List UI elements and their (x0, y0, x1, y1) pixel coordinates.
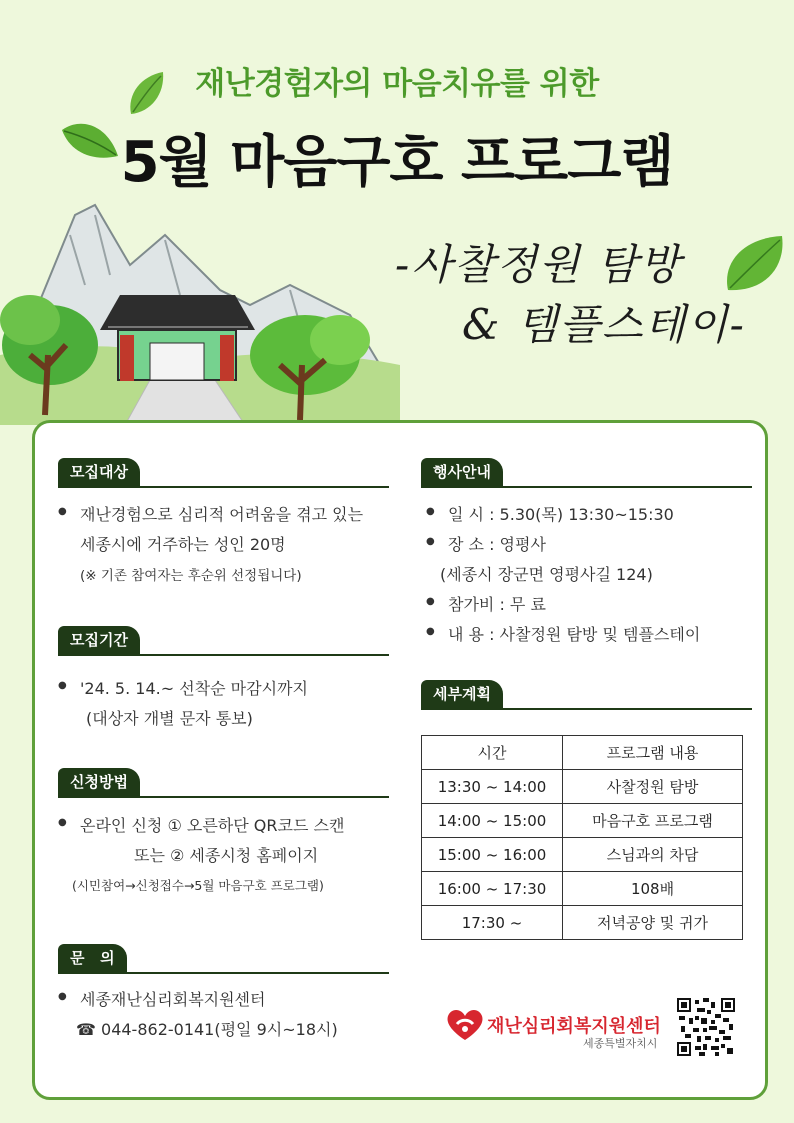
event-content: ● 내 용 : 사찰정원 탐방 및 템플스테이 (448, 622, 700, 645)
leaf-icon (722, 232, 788, 296)
section-divider (58, 486, 389, 488)
heart-logo-icon (446, 1008, 484, 1042)
section-heading: 모집기간 (58, 626, 140, 654)
schedule-table (421, 735, 743, 940)
apply-method-line1: ● 온라인 신청 ① 오른하단 QR코드 스캔 (80, 813, 344, 836)
time-cell: 15:00 ~ 16:00 (422, 838, 563, 872)
time-cell: 16:00 ~ 17:30 (422, 872, 563, 906)
qr-code[interactable] (677, 998, 735, 1056)
column-header: 시간 (422, 736, 563, 770)
program-cell: 저녁공양 및 귀가 (563, 906, 743, 940)
table-row (422, 872, 743, 906)
recruit-target-line1: ● 재난경험으로 심리적 어려움을 겪고 있는 (80, 502, 363, 525)
contact-phone: ☎ 044-862-0141(평일 9시~18시) (76, 1020, 338, 1039)
time-cell: 14:00 ~ 15:00 (422, 804, 563, 838)
recruit-target-note: (※ 기존 참여자는 후순위 선정됩니다) (80, 568, 302, 584)
section-recruit-period (58, 626, 389, 656)
temple-mountain-illustration (0, 195, 400, 425)
program-cell: 스님과의 차담 (563, 838, 743, 872)
time-cell: 17:30 ~ (422, 906, 563, 940)
program-cell: 108배 (563, 872, 743, 906)
section-heading: 문 의 (58, 944, 127, 972)
program-theme-line1: -사찰정원 탐방 (395, 240, 682, 289)
section-event-info (421, 458, 752, 488)
section-divider (58, 654, 389, 656)
recruit-period-line2: (대상자 개별 문자 통보) (86, 709, 253, 728)
section-divider (58, 972, 389, 974)
org-logo-name: 재난심리회복지원센터 (487, 1016, 661, 1037)
section-recruit-target (58, 458, 389, 488)
recruit-period-line1: ● '24. 5. 14.~ 선착순 마감시까지 (80, 676, 308, 699)
org-logo-sub: 세종특별자치시 (583, 1037, 658, 1050)
table-row (422, 838, 743, 872)
event-fee: ● 참가비 : 무 료 (448, 592, 546, 615)
subtitle: 재난경험자의 마음치유를 위한 (195, 66, 599, 102)
table-row (422, 906, 743, 940)
table-row (422, 770, 743, 804)
table-header-row (422, 736, 743, 770)
section-detail-plan (421, 680, 752, 710)
time-cell: 13:30 ~ 14:00 (422, 770, 563, 804)
section-heading: 세부계획 (421, 680, 503, 708)
section-divider (58, 796, 389, 798)
apply-method-line2: 또는 ② 세종시청 홈페이지 (134, 846, 319, 865)
program-cell: 마음구호 프로그램 (563, 804, 743, 838)
section-heading: 신청방법 (58, 768, 140, 796)
column-header: 프로그램 내용 (563, 736, 743, 770)
section-heading: 모집대상 (58, 458, 140, 486)
apply-method-note: (시민참여→신청접수→5월 마음구호 프로그램) (72, 878, 324, 893)
contact-org: ● 세종재난심리회복지원센터 (80, 987, 265, 1010)
program-theme-line2: & 템플스테이- (462, 300, 746, 349)
section-contact (58, 944, 389, 974)
section-divider (421, 486, 752, 488)
event-place: ● 장 소 : 영평사 (448, 532, 546, 555)
recruit-target-line2: 세종시에 거주하는 성인 20명 (80, 535, 286, 554)
event-date: ● 일 시 : 5.30(목) 13:30~15:30 (448, 502, 674, 525)
section-divider (421, 708, 752, 710)
section-heading: 행사안내 (421, 458, 503, 486)
section-apply-method (58, 768, 389, 798)
program-cell: 사찰정원 탐방 (563, 770, 743, 804)
page-title: 5월 마음구호 프로그램 (120, 130, 674, 195)
table-row (422, 804, 743, 838)
event-address: (세종시 장군면 영평사길 124) (440, 565, 653, 584)
